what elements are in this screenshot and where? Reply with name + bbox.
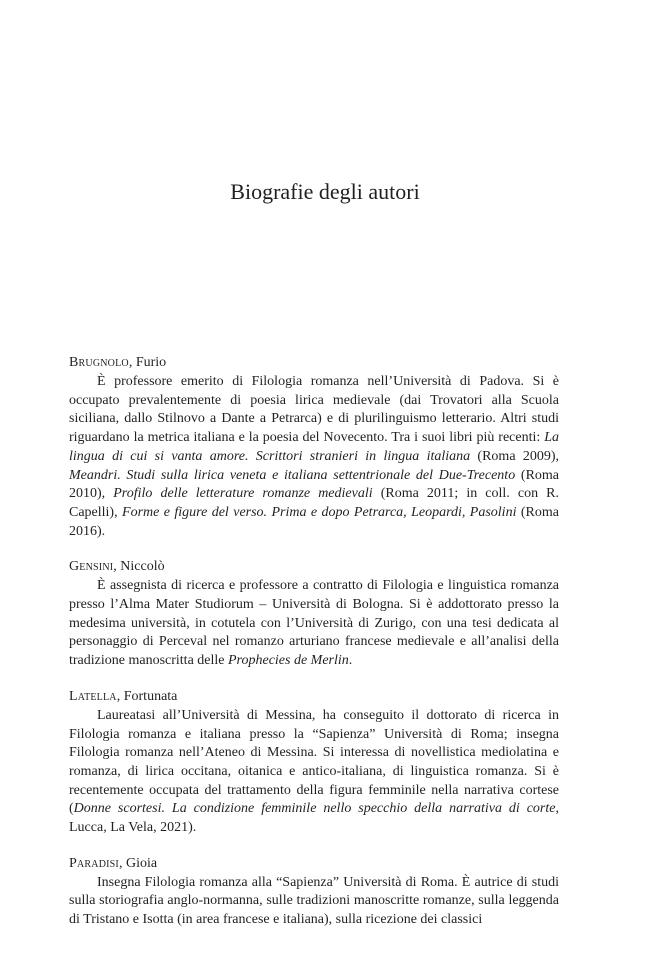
bio-text (69, 577, 559, 671)
bio-entry (69, 687, 559, 838)
author-given-name: Fortunata (123, 688, 178, 704)
bio-text-segment: (Roma 2010), (69, 467, 560, 502)
author-surname: Paradisi (69, 855, 119, 871)
work-title: Prophecies de Merlin (228, 653, 349, 669)
bio-entry (69, 557, 559, 671)
bio-text (69, 707, 559, 838)
bio-text-segment: Laureatasi all’Università di Messina, ha conseguito il dottorato di ricerca in Filologia romanza e italiana presso la “Sapienza” Università di Roma; insegna Filologia romanza nell’Ateneo di Messina. Si interessa di novellistica mediolatina e romanza, di lirica occitana, oitanica e antico-italiana, di linguistica romanza. Si è recentemente occupata del trattamento della figura femminile nella narrativa cortese ( (69, 707, 559, 817)
work-title: Donne scortesi. La condizione femminile nello specchio della narrativa di corte (73, 801, 556, 817)
page-title: Biografie degli autori (230, 179, 420, 204)
bio-text-segment: (Roma 2011; in coll. con R. Capelli), (69, 486, 559, 520)
bio-text-segment: . (348, 653, 353, 669)
author-given-name: Furio (135, 355, 167, 370)
bio-author-name: Gensini, Niccolò (69, 559, 165, 575)
work-title: Forme e figure del verso. Prima e dopo Petrarca, Leopardi, Pasolini (122, 504, 517, 520)
bio-text (69, 874, 559, 930)
work-title: Profilo delle letterature romanze medievali (113, 486, 373, 502)
work-title: La lingua di cui si vanta amore. Scrittori stranieri in lingua italiana (69, 430, 559, 464)
author-surname: Latella (69, 688, 117, 704)
bio-entry (69, 353, 559, 541)
author-surname: Gensini (69, 559, 114, 575)
work-title: Meandri. Studi sulla lirica veneta e italiana settentrionale del Due-Trecento (69, 467, 516, 483)
bio-text-segment: È professore emerito di Filologia romanza nell’Università di Padova. Si è occupato prevalentemente di poesia lirica medievale (dai Trovatori alla Scuola siciliana, dallo Stilnovo a Dante a Petrarca) e di plurilinguismo letterario. Altri studi riguardano la metrica italiana e la poesia del Novecento. Tra i suoi libri più recenti: (69, 374, 559, 446)
bio-author-name: Brugnolo, Furio (69, 355, 167, 370)
bio-text-segment: (Roma 2009), (470, 448, 559, 464)
bio-text (69, 373, 559, 541)
bio-text-segment: È assegnista di ricerca e professore a contratto di Filologia e linguistica romanza presso l’Alma Mater Studiorum – Università di Bologna. Si è addottorato presso la medesima università, in cotutela con l’Università di Zurigo, con una tesi dedicata al personaggio di Perceval nel romanzo arturiano francese medievale e all’analisi della tradizione manoscritta delle (69, 578, 559, 669)
bio-author-name: Latella, Fortunata (69, 688, 178, 704)
bio-text-segment: Insegna Filologia romanza alla “Sapienza” Università di Roma. È autrice di studi sulla storiografia anglo-normanna, sulle tradizioni manoscritte romanze, sulla leggenda di Tristano e Isotta (in area francese e italiana), sulla ricezione dei classici (69, 874, 559, 928)
bio-text-segment: , Lucca, La Vela, 2021). (69, 801, 559, 836)
bio-author-name: Paradisi, Gioia (69, 855, 158, 871)
author-given-name: Niccolò (120, 559, 165, 575)
author-biographies (69, 353, 559, 946)
author-surname: Brugnolo (69, 355, 129, 370)
author-given-name: Gioia (125, 855, 158, 871)
bio-text-segment: (Roma 2016). (69, 504, 559, 539)
bio-entry (69, 854, 559, 930)
